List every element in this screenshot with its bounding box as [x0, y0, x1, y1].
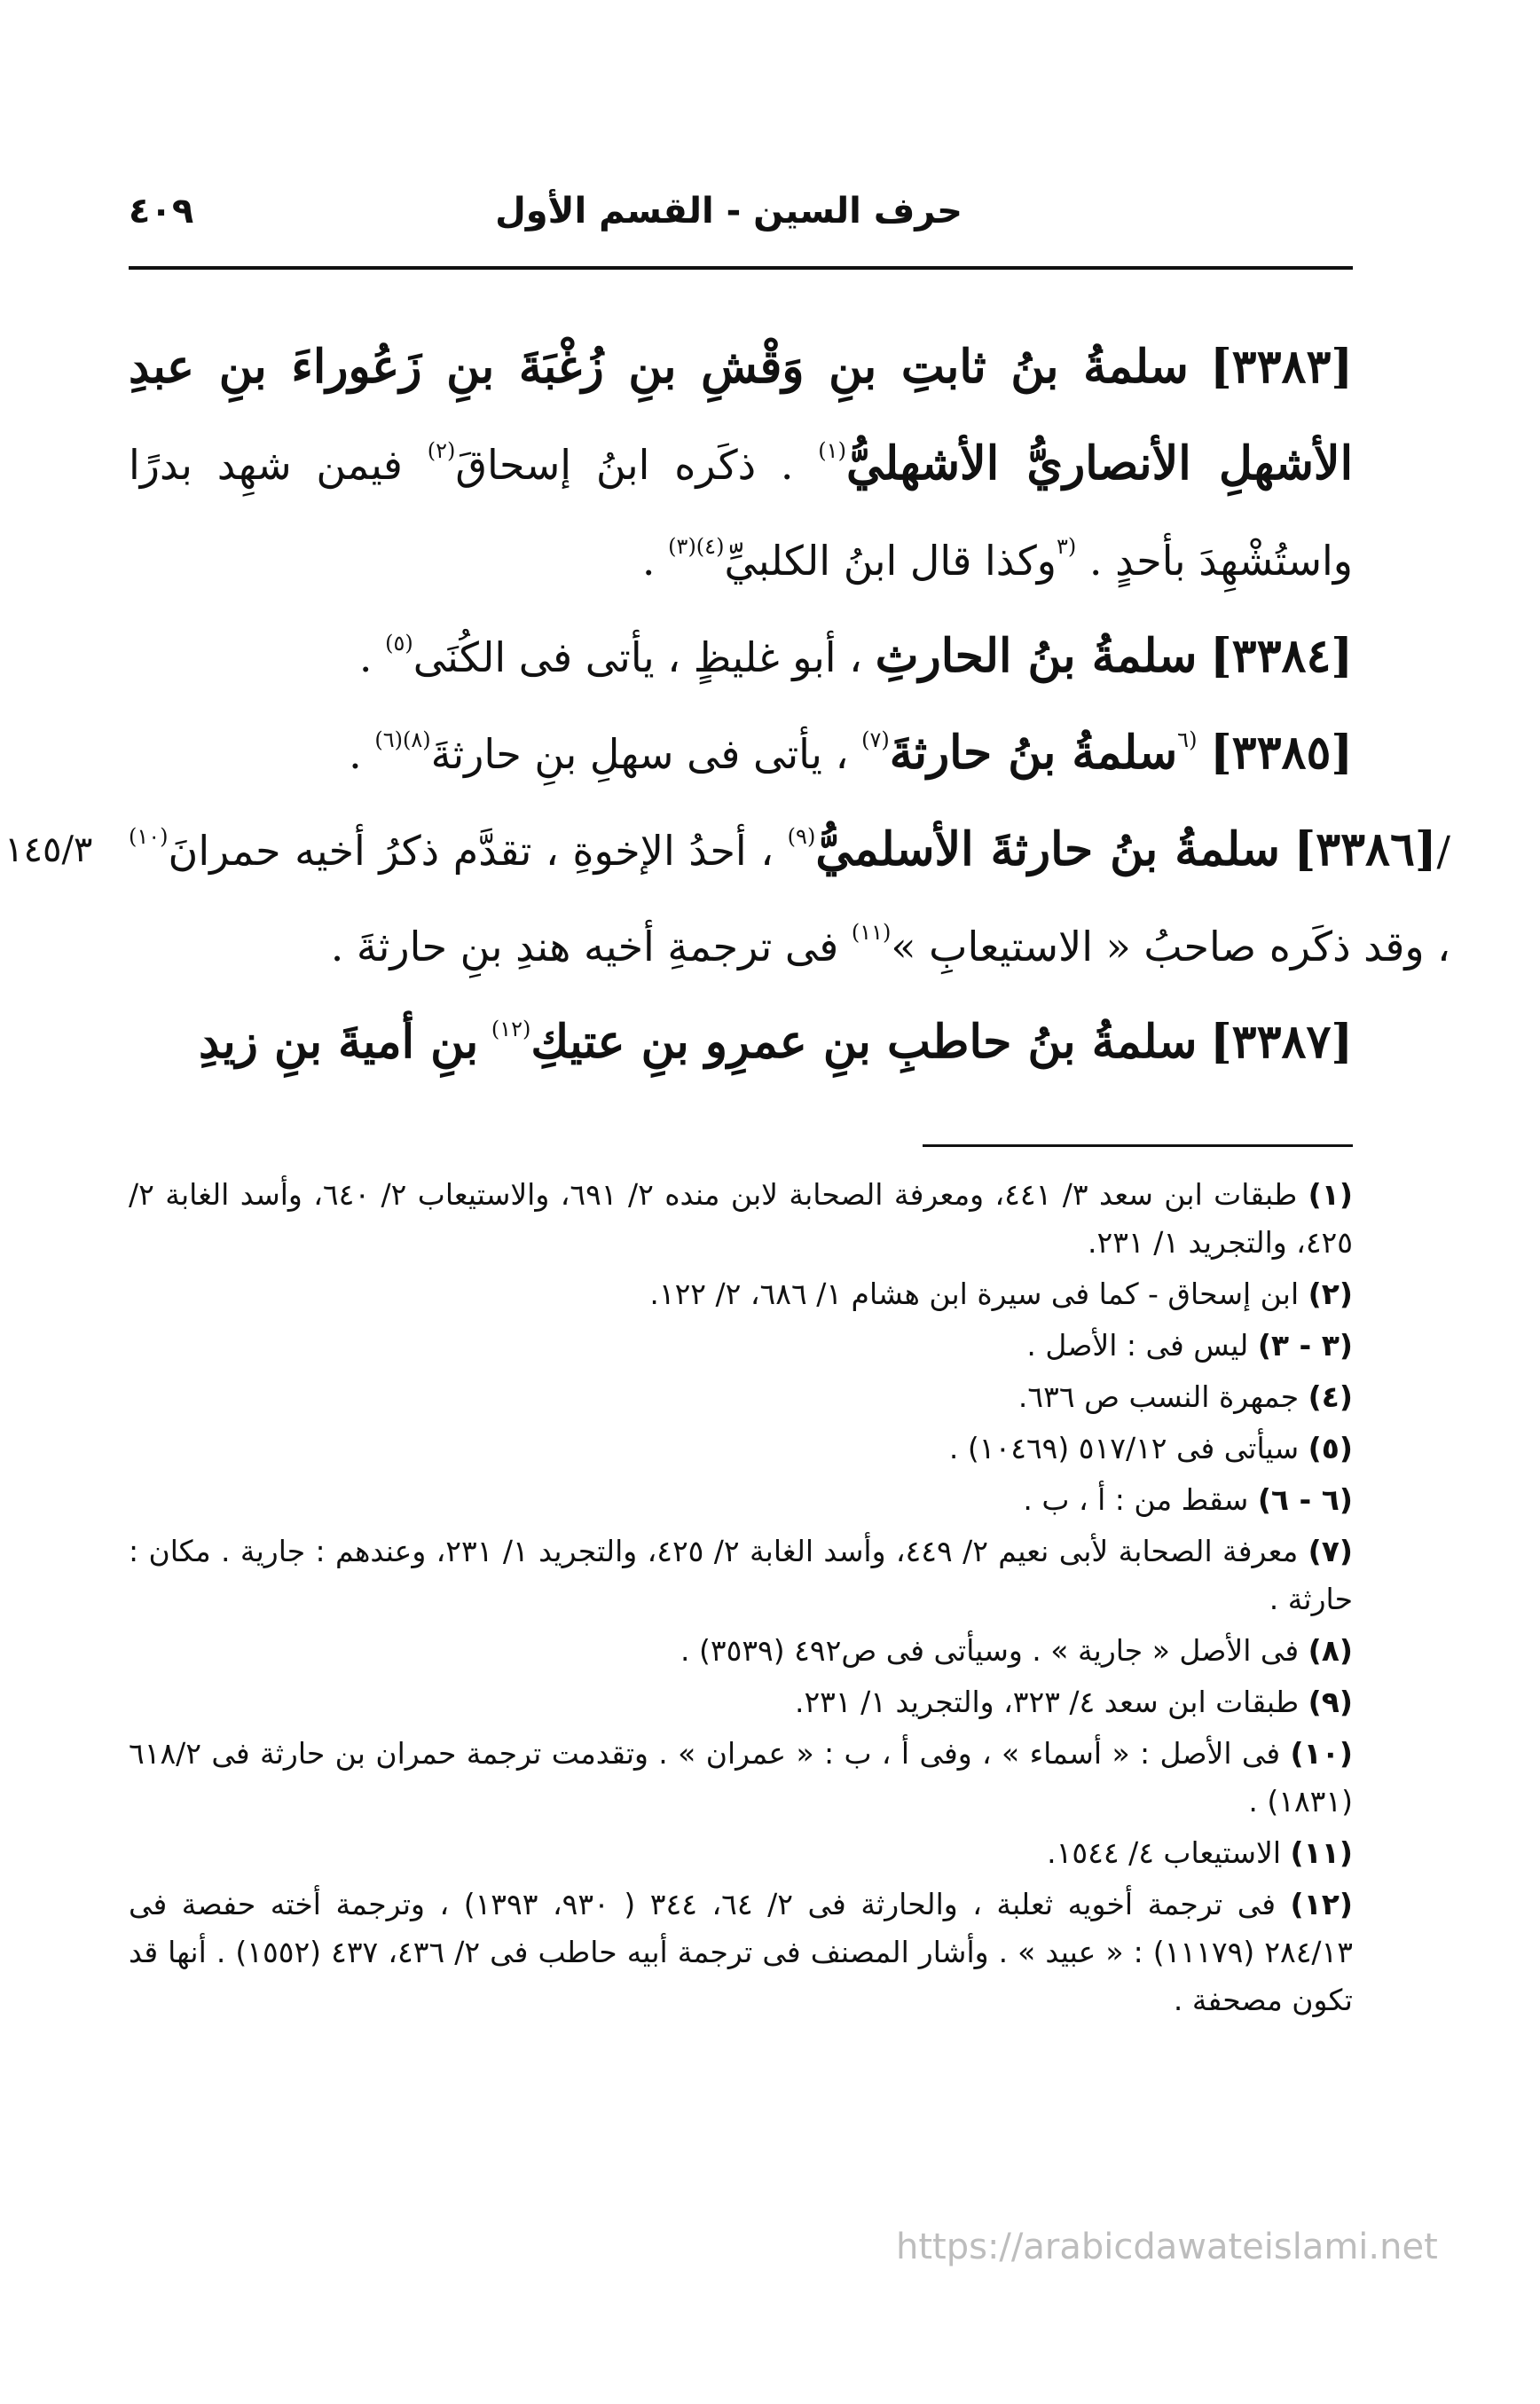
footnote-11	[129, 1829, 1353, 1877]
header-rule	[129, 266, 1353, 270]
footnote-label: (٢)	[1308, 1277, 1353, 1311]
footnote-label: (٤)	[1308, 1379, 1353, 1414]
entry-name: سلمةُ بنُ الحارثِ	[875, 629, 1198, 683]
entry-name: سلمةُ بنُ حارثةَ الأسلميُّ	[815, 822, 1280, 876]
footnote-ref: (٩)	[787, 824, 816, 849]
footnote-1	[129, 1171, 1353, 1267]
footnote-text: جمهرة النسب ص ٦٣٦.	[1018, 1379, 1300, 1414]
footnote-label: (١٢)	[1290, 1887, 1354, 1921]
footnote-label: (٦ - ٦)	[1257, 1482, 1353, 1517]
footnote-text: ابن إسحاق - كما فى سيرة ابن هشام ١/ ٦٨٦، ٢/ ١٢٢.	[649, 1277, 1300, 1311]
entry-text: ، وقد ذكَره صاحبُ « الاستيعابِ »	[891, 923, 1450, 970]
footnote-text: معرفة الصحابة لأبى نعيم ٢/ ٤٤٩، وأسد الغابة ٢/ ٤٢٥، والتجريد ١/ ٢٣١، وعندهم : جارية . مكان : حارثة .	[129, 1534, 1353, 1616]
footnote-ref: (١٢)	[491, 1017, 531, 1041]
footnotes-rule	[923, 1144, 1353, 1147]
entry-name: سلمةُ بنُ حارثةَ	[889, 726, 1178, 780]
footnote-label: (٣ - ٣)	[1257, 1328, 1353, 1363]
margin-page-ref: ١٤٥/٣	[4, 829, 93, 870]
entry-3384	[129, 609, 1353, 705]
footnotes	[129, 1171, 1353, 2028]
footnote-7	[129, 1528, 1353, 1623]
footnote-text: طبقات ابن سعد ٣/ ٤٤١، ومعرفة الصحابة لابن منده ٢/ ٦٩١، والاستيعاب ٢/ ٦٤٠، وأسد الغابة ٢/ ٤٢٥، والتجريد ١/ ٢٣١.	[129, 1177, 1353, 1260]
footnote-text: فى الأصل : « أسماء » ، وفى أ ، ب : « عمران » . وتقدمت ترجمة حمران بن حارثة فى ٦١٨/٢ (١٨٣١) .	[129, 1736, 1353, 1819]
entry-3386	[4, 802, 1451, 994]
watermark-url: https://arabicdawateislami.net	[896, 2227, 1438, 2267]
entry-text: ، يأتى فى سهلِ بنِ حارثةَ	[430, 730, 849, 778]
footnote-text: فى ترجمة أخويه ثعلبة ، والحارثة فى ٢/ ٦٤، ٣٤٤ ( ٩٣٠، ١٣٩٣) ، وترجمة أخته حفصة فى ٢٨٤/١٣ (١١١٧٩) : « عبيد » . وأشار المصنف فى ترجمة أبيه حاطب فى ٢/ ٤٣٦، ٤٣٧ (١٥٥٢) . أنها قد تكون مصحفة .	[129, 1887, 1353, 2017]
footnote-text: فى الأصل « جارية » . وسيأتى فى ص٤٩٢ (٣٥٣٩) .	[680, 1633, 1300, 1668]
footnote-label: (٧)	[1308, 1534, 1353, 1568]
footnote-label: (١١)	[1290, 1835, 1353, 1870]
entry-text: فى ترجمةِ أخيه هندِ بنِ حارثةَ .	[330, 923, 839, 970]
footnote-label: (١)	[1308, 1177, 1353, 1212]
entry-text: ، أحدُ الإخوةِ ، تقدَّم ذكرُ أخيه حمرانَ	[168, 827, 774, 875]
footnote-9	[129, 1678, 1353, 1726]
footnote-10	[129, 1730, 1353, 1826]
footnote-5	[129, 1425, 1353, 1473]
entry-number: [٣٣٨٣]	[1210, 340, 1353, 394]
footnote-text: طبقات ابن سعد ٤/ ٣٢٣، والتجريد ١/ ٢٣١.	[794, 1685, 1300, 1719]
entry-text: .	[358, 633, 373, 681]
entry-text: فيمن شهِد بدرًا واستُشْهِدَ بأحدٍ .	[129, 441, 1353, 585]
footnote-text: الاستيعاب ٤/ ١٥٤٤.	[1047, 1835, 1282, 1870]
main-text	[4, 319, 1451, 1091]
footnote-2	[129, 1270, 1353, 1318]
footnote-ref: (١٠)	[129, 824, 169, 849]
entry-3387	[129, 994, 1353, 1091]
footnote-ref: (١١)	[851, 920, 892, 945]
footnote-ref: (٤)(٣)	[668, 534, 725, 559]
footnote-label: (٨)	[1308, 1633, 1353, 1668]
entry-number: [٣٣٨٧]	[1210, 1015, 1353, 1069]
footnote-ref: (١)	[818, 438, 846, 463]
running-title: حرف السين - القسم الأول	[495, 191, 962, 232]
page-number: ٤٠٩	[129, 191, 194, 232]
footnote-text: ليس فى : الأصل .	[1026, 1328, 1249, 1363]
folio-marker: /	[1436, 827, 1451, 875]
footnote-ref: (٦	[1177, 727, 1198, 752]
footnote-ref: (٨)(٦)	[374, 727, 431, 752]
entry-text: .	[349, 730, 362, 778]
entry-3383	[129, 319, 1353, 609]
footnote-8	[129, 1627, 1353, 1675]
footnote-label: (٥)	[1308, 1431, 1353, 1465]
footnote-ref: (٧)	[861, 727, 890, 752]
footnote-ref: (٥)	[385, 631, 413, 656]
entry-number: [٣٣٨٥]	[1210, 726, 1353, 780]
entry-name: سلمةُ بنُ ثابتِ بنِ وَقْشِ بنِ زُغْبَةَ بنِ زَعُوراءَ بنِ عبدِ الأشهلِ الأنصاريُّ الأشهليُّ	[129, 340, 1354, 491]
entry-text: ، أبو غليظٍ ، يأتى فى الكُنَى	[412, 633, 863, 681]
footnote-6	[129, 1476, 1353, 1524]
footnote-text: سقط من : أ ، ب .	[1023, 1482, 1249, 1517]
entry-name: سلمةُ بنُ حاطبِ بنِ عمرِو بنِ عتيكِ	[530, 1015, 1198, 1069]
entry-number: [٣٣٨٦]	[1293, 822, 1437, 876]
footnote-12	[129, 1881, 1353, 2024]
entry-3385	[129, 705, 1353, 802]
footnote-4	[129, 1373, 1353, 1421]
entry-name: بنِ أميةَ بنِ زيدِ	[199, 1015, 479, 1069]
entry-text: وكذا قال ابنُ الكلبيِّ	[724, 537, 1057, 585]
footnote-ref: (٣	[1057, 534, 1077, 559]
footnote-label: (١٠)	[1290, 1736, 1353, 1771]
footnote-text: سيأتى فى ٥١٧/١٢ (١٠٤٦٩) .	[948, 1431, 1300, 1465]
entry-text: .	[641, 537, 656, 585]
footnote-ref: (٢)	[427, 438, 456, 463]
entry-number: [٣٣٨٤]	[1210, 629, 1353, 683]
entry-text: . ذكَره ابنُ إسحاقَ	[455, 441, 794, 489]
running-header	[129, 182, 1353, 253]
footnote-label: (٩)	[1308, 1685, 1353, 1719]
footnote-3	[129, 1322, 1353, 1370]
